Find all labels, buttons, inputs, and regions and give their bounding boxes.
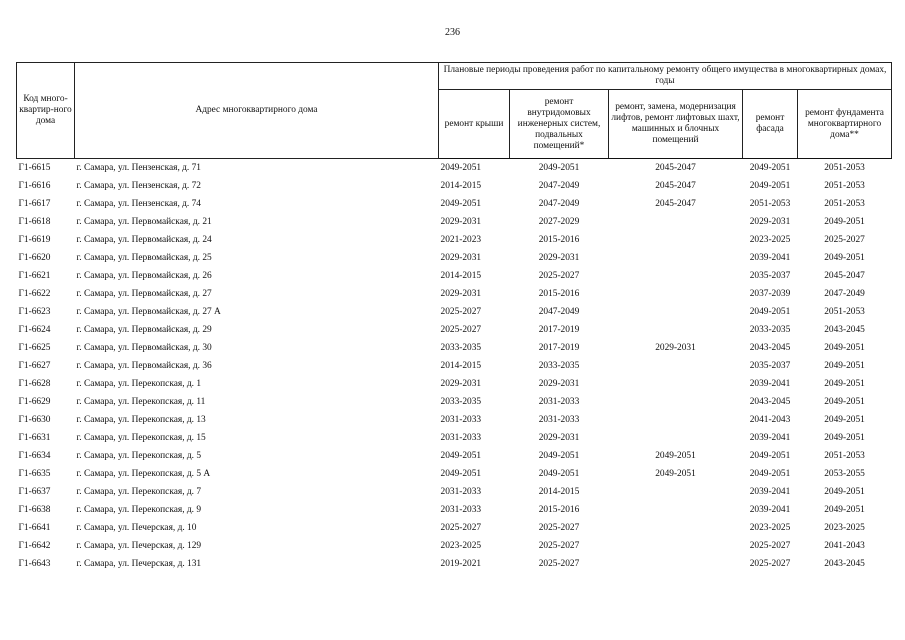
cell-address: г. Самара, ул. Первомайская, д. 24 — [76, 235, 212, 245]
cell-foundation: 2049-2051 — [824, 505, 865, 515]
cell-foundation: 2041-2043 — [824, 541, 865, 551]
cell-foundation: 2049-2051 — [824, 253, 865, 263]
cell-roof: 2025-2027 — [440, 523, 482, 533]
cell-systems: 2031-2033 — [538, 397, 580, 407]
cell-code: Г1-6628 — [18, 379, 51, 389]
cell-facade: 2033-2035 — [749, 325, 791, 335]
cell-systems: 2049-2051 — [538, 451, 580, 461]
cell-systems: 2025-2027 — [538, 271, 580, 281]
cell-lifts — [609, 357, 743, 375]
cell-lifts — [609, 267, 743, 285]
cell-foundation: 2051-2053 — [824, 163, 865, 173]
cell-address: г. Самара, ул. Перекопская, д. 7 — [76, 487, 202, 497]
header-systems: ремонт внутридомовых инженерных систем, подвальных помещений* — [510, 90, 609, 159]
cell-lifts — [609, 519, 743, 537]
cell-facade: 2029-2031 — [749, 217, 791, 227]
cell-facade: 2043-2045 — [749, 397, 791, 407]
cell-address: г. Самара, ул. Перекопская, д. 9 — [76, 505, 202, 515]
cell-foundation: 2047-2049 — [824, 289, 865, 299]
cell-facade: 2035-2037 — [749, 361, 791, 371]
cell-roof: 2025-2027 — [440, 307, 482, 317]
cell-systems: 2031-2033 — [538, 415, 580, 425]
cell-systems: 2029-2031 — [538, 253, 580, 263]
cell-address: г. Самара, ул. Первомайская, д. 27 А — [76, 307, 221, 317]
table-row — [17, 339, 892, 357]
cell-address: г. Самара, ул. Первомайская, д. 36 — [76, 361, 212, 371]
cell-systems: 2025-2027 — [538, 559, 580, 569]
header-address: Адрес многоквартирного дома — [75, 63, 439, 159]
cell-address: г. Самара, ул. Перекопская, д. 5 А — [76, 469, 211, 479]
cell-address: г. Самара, ул. Первомайская, д. 21 — [76, 217, 212, 227]
cell-lifts — [609, 285, 743, 303]
cell-roof: 2033-2035 — [440, 343, 482, 353]
cell-foundation: 2023-2025 — [824, 523, 865, 533]
cell-foundation: 2049-2051 — [824, 379, 865, 389]
cell-code: Г1-6615 — [18, 163, 51, 173]
table-row — [17, 285, 892, 303]
cell-foundation: 2051-2053 — [824, 307, 865, 317]
cell-lifts — [609, 393, 743, 411]
cell-systems: 2025-2027 — [538, 541, 580, 551]
cell-systems: 2014-2015 — [538, 487, 580, 497]
cell-lifts — [609, 429, 743, 447]
cell-address: г. Самара, ул. Первомайская, д. 30 — [76, 343, 212, 353]
cell-facade: 2041-2043 — [749, 415, 791, 425]
cell-facade: 2049-2051 — [749, 181, 791, 191]
table-row — [17, 267, 892, 285]
cell-lifts: 2045-2047 — [655, 163, 696, 173]
header-foundation: ремонт фундамента многоквартирного дома** — [798, 90, 892, 159]
cell-foundation: 2049-2051 — [824, 433, 865, 443]
cell-roof: 2021-2023 — [440, 235, 482, 245]
cell-code: Г1-6623 — [18, 307, 51, 317]
cell-address: г. Самара, ул. Печерская, д. 131 — [76, 559, 202, 569]
cell-systems: 2047-2049 — [538, 181, 580, 191]
cell-facade: 2051-2053 — [749, 199, 791, 209]
table-row — [17, 465, 892, 483]
cell-foundation: 2049-2051 — [824, 415, 865, 425]
cell-systems: 2033-2035 — [538, 361, 580, 371]
cell-foundation: 2049-2051 — [824, 487, 865, 497]
cell-code: Г1-6622 — [18, 289, 51, 299]
cell-foundation: 2043-2045 — [824, 325, 865, 335]
cell-roof: 2049-2051 — [440, 163, 482, 173]
cell-roof: 2014-2015 — [440, 271, 482, 281]
cell-lifts — [609, 411, 743, 429]
cell-address: г. Самара, ул. Первомайская, д. 25 — [76, 253, 212, 263]
table-row — [17, 357, 892, 375]
cell-foundation: 2049-2051 — [824, 343, 865, 353]
table-header — [17, 63, 892, 159]
cell-address: г. Самара, ул. Перекопская, д. 5 — [76, 451, 202, 461]
cell-code: Г1-6619 — [18, 235, 51, 245]
cell-facade: 2039-2041 — [749, 505, 791, 515]
cell-roof: 2023-2025 — [440, 541, 482, 551]
cell-lifts — [609, 303, 743, 321]
table-row — [17, 177, 892, 195]
header-code: Код много-квартир-ного дома — [17, 63, 75, 159]
cell-code: Г1-6635 — [18, 469, 51, 479]
cell-lifts — [609, 501, 743, 519]
table-row — [17, 393, 892, 411]
cell-code: Г1-6630 — [18, 415, 51, 425]
cell-code: Г1-6643 — [18, 559, 51, 569]
cell-code: Г1-6627 — [18, 361, 51, 371]
cell-systems: 2049-2051 — [538, 163, 580, 173]
cell-facade: 2049-2051 — [749, 163, 791, 173]
cell-foundation: 2051-2053 — [824, 181, 865, 191]
cell-address: г. Самара, ул. Перекопская, д. 13 — [76, 415, 206, 425]
cell-code: Г1-6641 — [18, 523, 51, 533]
cell-roof: 2031-2033 — [440, 487, 482, 497]
cell-foundation: 2051-2053 — [824, 451, 865, 461]
cell-address: г. Самара, ул. Перекопская, д. 15 — [76, 433, 206, 443]
header-periods-group: Плановые периоды проведения работ по капитальному ремонту общего имущества в многоквартирных домах, годы — [439, 63, 892, 90]
cell-roof: 2031-2033 — [440, 415, 482, 425]
cell-lifts — [609, 213, 743, 231]
cell-code: Г1-6631 — [18, 433, 51, 443]
table-row — [17, 447, 892, 465]
cell-roof: 2029-2031 — [440, 217, 482, 227]
table-row — [17, 501, 892, 519]
cell-foundation: 2043-2045 — [824, 559, 865, 569]
cell-code: Г1-6637 — [18, 487, 51, 497]
cell-systems: 2049-2051 — [538, 469, 580, 479]
cell-facade: 2039-2041 — [749, 379, 791, 389]
cell-address: г. Самара, ул. Первомайская, д. 29 — [76, 325, 212, 335]
cell-facade: 2039-2041 — [749, 487, 791, 497]
cell-facade: 2039-2041 — [749, 433, 791, 443]
cell-code: Г1-6617 — [18, 199, 51, 209]
table-row — [17, 519, 892, 537]
header-roof: ремонт крыши — [439, 90, 510, 159]
cell-facade: 2049-2051 — [749, 451, 791, 461]
cell-address: г. Самара, ул. Первомайская, д. 26 — [76, 271, 212, 281]
cell-roof: 2033-2035 — [440, 397, 482, 407]
cell-roof: 2014-2015 — [440, 181, 482, 191]
cell-foundation: 2053-2055 — [824, 469, 865, 479]
cell-facade: 2043-2045 — [749, 343, 791, 353]
cell-systems: 2027-2029 — [538, 217, 580, 227]
cell-foundation: 2049-2051 — [824, 361, 865, 371]
cell-code: Г1-6618 — [18, 217, 51, 227]
cell-code: Г1-6624 — [18, 325, 51, 335]
cell-lifts: 2045-2047 — [655, 199, 696, 209]
cell-roof: 2049-2051 — [440, 199, 482, 209]
cell-roof: 2025-2027 — [440, 325, 482, 335]
cell-address: г. Самара, ул. Печерская, д. 129 — [76, 541, 202, 551]
cell-address: г. Самара, ул. Перекопская, д. 11 — [76, 397, 206, 407]
table-row — [17, 213, 892, 231]
cell-systems: 2029-2031 — [538, 379, 580, 389]
cell-lifts: 2029-2031 — [655, 343, 696, 353]
cell-foundation: 2051-2053 — [824, 199, 865, 209]
cell-address: г. Самара, ул. Пензенская, д. 72 — [76, 181, 201, 191]
cell-code: Г1-6629 — [18, 397, 51, 407]
cell-roof: 2019-2021 — [440, 559, 482, 569]
cell-foundation: 2049-2051 — [824, 217, 865, 227]
table-body — [17, 159, 892, 574]
cell-systems: 2047-2049 — [538, 307, 580, 317]
cell-foundation: 2049-2051 — [824, 397, 865, 407]
cell-lifts: 2049-2051 — [655, 451, 696, 461]
cell-lifts: 2045-2047 — [655, 181, 696, 191]
cell-foundation: 2025-2027 — [824, 235, 865, 245]
cell-systems: 2017-2019 — [538, 325, 580, 335]
cell-code: Г1-6620 — [18, 253, 51, 263]
cell-facade: 2023-2025 — [749, 523, 791, 533]
cell-facade: 2049-2051 — [749, 469, 791, 479]
table-row — [17, 249, 892, 267]
cell-facade: 2035-2037 — [749, 271, 791, 281]
cell-roof: 2029-2031 — [440, 289, 482, 299]
cell-code: Г1-6616 — [18, 181, 51, 191]
cell-roof: 2014-2015 — [440, 361, 482, 371]
cell-systems: 2015-2016 — [538, 505, 580, 515]
cell-systems: 2029-2031 — [538, 433, 580, 443]
header-lifts: ремонт, замена, модернизация лифтов, ремонт лифтовых шахт, машинных и блочных помещений — [609, 90, 743, 159]
cell-facade: 2025-2027 — [749, 541, 791, 551]
cell-systems: 2025-2027 — [538, 523, 580, 533]
cell-lifts — [609, 231, 743, 249]
table-row — [17, 411, 892, 429]
table-row — [17, 429, 892, 447]
cell-facade: 2023-2025 — [749, 235, 791, 245]
cell-lifts: 2049-2051 — [655, 469, 696, 479]
cell-lifts — [609, 555, 743, 573]
cell-roof: 2031-2033 — [440, 505, 482, 515]
cell-lifts — [609, 483, 743, 501]
cell-foundation: 2045-2047 — [824, 271, 865, 281]
cell-roof: 2029-2031 — [440, 253, 482, 263]
cell-facade: 2025-2027 — [749, 559, 791, 569]
cell-facade: 2039-2041 — [749, 253, 791, 263]
cell-facade: 2049-2051 — [749, 307, 791, 317]
table-row — [17, 303, 892, 321]
cell-lifts — [609, 375, 743, 393]
cell-roof: 2049-2051 — [440, 469, 482, 479]
cell-roof: 2031-2033 — [440, 433, 482, 443]
cell-address: г. Самара, ул. Печерская, д. 10 — [76, 523, 197, 533]
table-row — [17, 537, 892, 555]
cell-code: Г1-6638 — [18, 505, 51, 515]
cell-code: Г1-6625 — [18, 343, 51, 353]
cell-lifts — [609, 537, 743, 555]
cell-facade: 2037-2039 — [749, 289, 791, 299]
cell-code: Г1-6634 — [18, 451, 51, 461]
cell-code: Г1-6642 — [18, 541, 51, 551]
cell-lifts — [609, 321, 743, 339]
cell-systems: 2015-2016 — [538, 235, 580, 245]
cell-code: Г1-6621 — [18, 271, 51, 281]
cell-address: г. Самара, ул. Пензенская, д. 71 — [76, 163, 201, 173]
table-row — [17, 231, 892, 249]
table-row — [17, 375, 892, 393]
cell-address: г. Самара, ул. Перекопская, д. 1 — [76, 379, 202, 389]
cell-lifts — [609, 249, 743, 267]
table-row — [17, 321, 892, 339]
table-row — [17, 555, 892, 573]
cell-address: г. Самара, ул. Первомайская, д. 27 — [76, 289, 212, 299]
cell-systems: 2047-2049 — [538, 199, 580, 209]
cell-roof: 2029-2031 — [440, 379, 482, 389]
cell-roof: 2049-2051 — [440, 451, 482, 461]
repair-schedule-table — [16, 62, 892, 573]
cell-systems: 2017-2019 — [538, 343, 580, 353]
table-row — [17, 483, 892, 501]
table-row — [17, 195, 892, 213]
header-facade: ремонт фасада — [743, 90, 798, 159]
cell-address: г. Самара, ул. Пензенская, д. 74 — [76, 199, 201, 209]
page-number: 236 — [445, 27, 460, 38]
cell-systems: 2015-2016 — [538, 289, 580, 299]
table-row — [17, 159, 892, 178]
